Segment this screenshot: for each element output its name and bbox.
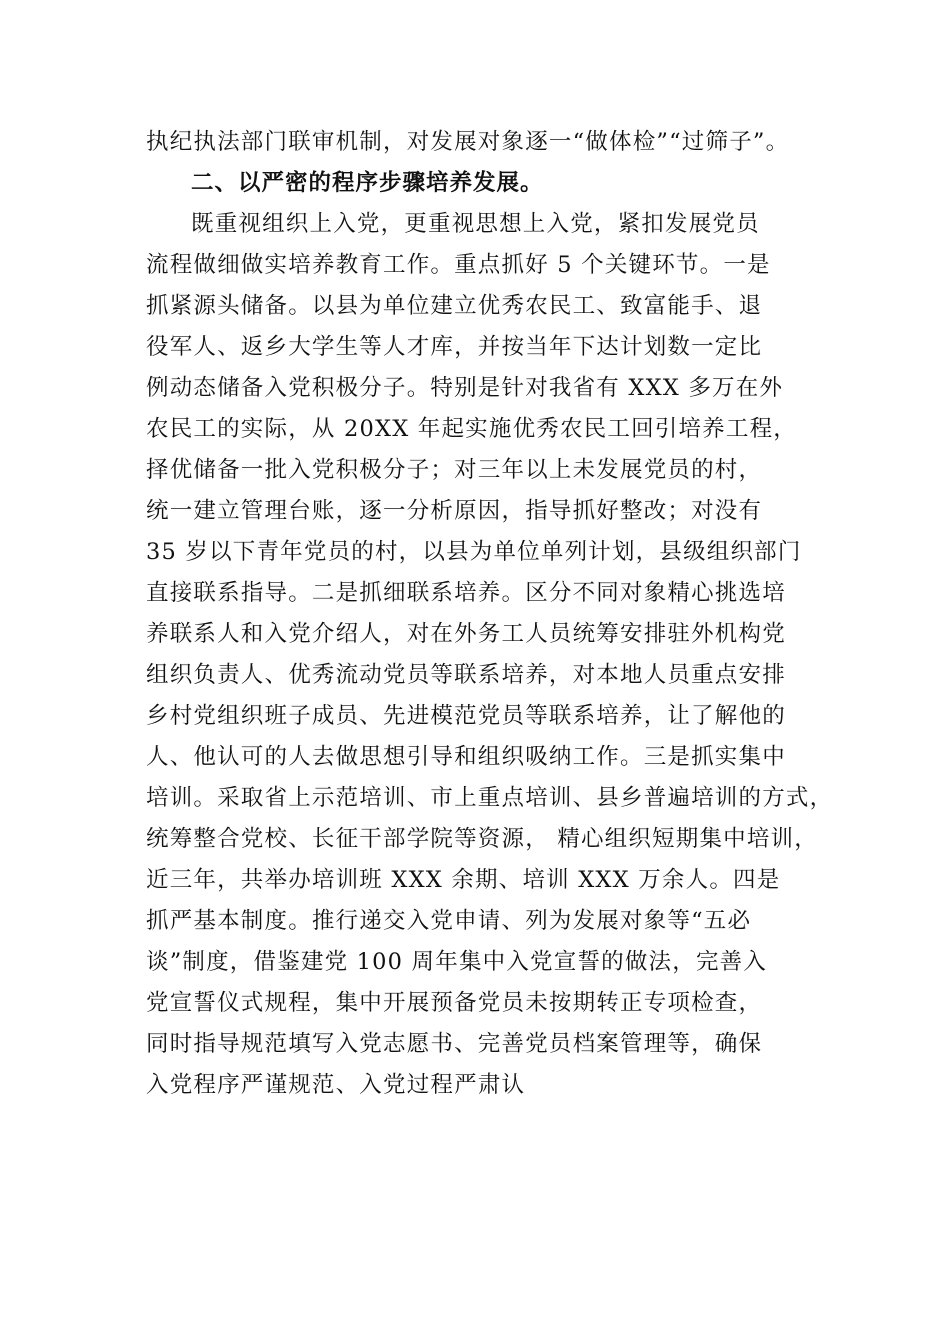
body-line: 培训。采取省上示范培训、市上重点培训、县乡普遍培训的方式， bbox=[146, 785, 834, 811]
body-line: 谈”制度，借鉴建党 100 周年集中入党宣誓的做法，完善入 bbox=[146, 949, 768, 975]
body-line: 直接联系指导。二是抓细联系培养。区分不同对象精心挑选培 bbox=[146, 580, 786, 606]
paragraph-first-line: 既重视组织上入党，更重视思想上入党，紧扣发展党员 bbox=[191, 211, 760, 237]
body-line-last: 入党程序严谨规范、入党过程严肃认 bbox=[146, 1072, 526, 1098]
body-line: 统筹整合党校、长征干部学院等资源， 精心组织短期集中培训， bbox=[146, 826, 818, 852]
body-line: 组织负责人、优秀流动党员等联系培养，对本地人员重点安排 bbox=[146, 662, 786, 688]
body-line: 人、他认可的人去做思想引导和组织吸纳工作。三是抓实集中 bbox=[146, 744, 786, 770]
body-line: 农民工的实际，从 20XX 年起实施优秀农民工回引培养工程， bbox=[146, 416, 797, 442]
body-line: 35 岁以下青年党员的村，以县为单位单列计划，县级组织部门 bbox=[146, 539, 802, 565]
body-line: 统一建立管理台账，逐一分析原因，指导抓好整改；对没有 bbox=[146, 498, 763, 524]
body-line: 同时指导规范填写入党志愿书、完善党员档案管理等，确保 bbox=[146, 1031, 763, 1057]
body-line-continuation: 执纪执法部门联审机制，对发展对象逐一“做体检”“过筛子”。 bbox=[146, 129, 790, 155]
body-line: 抓严基本制度。推行递交入党申请、列为发展对象等“五必 bbox=[146, 908, 752, 934]
body-line: 党宣誓仪式规程，集中开展预备党员未按期转正专项检查， bbox=[146, 990, 763, 1016]
document-body bbox=[146, 122, 846, 1106]
body-line: 抓紧源头储备。以县为单位建立优秀农民工、致富能手、退 bbox=[146, 293, 763, 319]
body-line: 择优储备一批入党积极分子；对三年以上未发展党员的村， bbox=[146, 457, 763, 483]
body-line: 例动态储备入党积极分子。特别是针对我省有 XXX 多万在外 bbox=[146, 375, 784, 401]
body-line: 流程做细做实培养教育工作。重点抓好 5 个关键环节。一是 bbox=[146, 252, 771, 278]
section-heading: 二、以严密的程序步骤培养发展。 bbox=[191, 170, 544, 196]
body-line: 养联系人和入党介绍人，对在外务工人员统筹安排驻外机构党 bbox=[146, 621, 786, 647]
body-line: 役军人、返乡大学生等人才库，并按当年下达计划数一定比 bbox=[146, 334, 763, 360]
body-line: 近三年，共举办培训班 XXX 余期、培训 XXX 万余人。四是 bbox=[146, 867, 781, 893]
body-line: 乡村党组织班子成员、先进模范党员等联系培养，让了解他的 bbox=[146, 703, 786, 729]
